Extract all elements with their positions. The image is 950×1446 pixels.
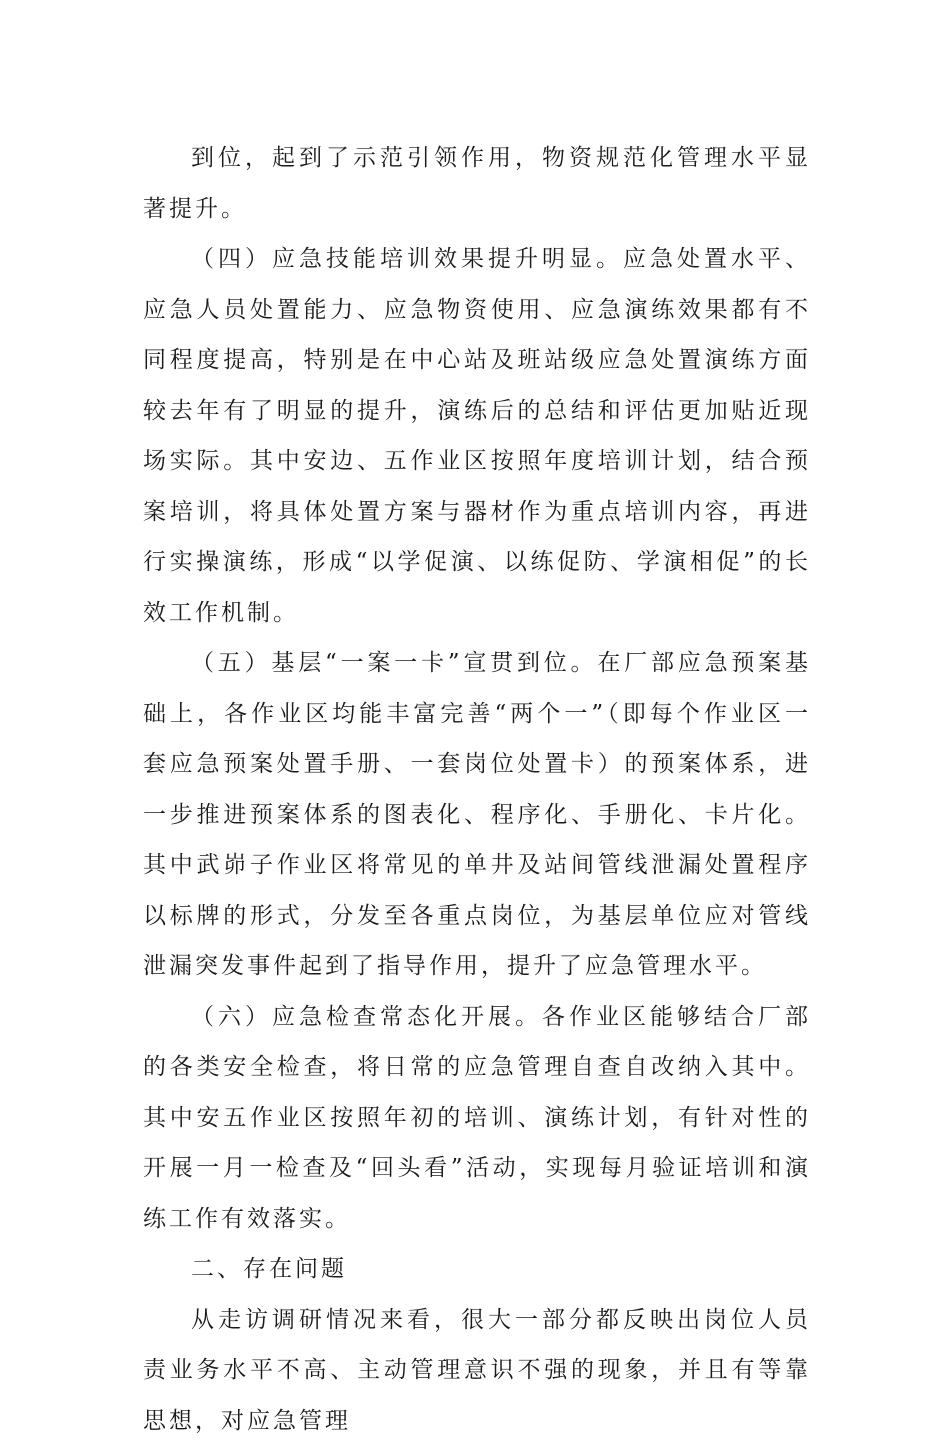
document-body [143,133,811,1446]
section-heading-problems: 二、存在问题 [143,1244,811,1295]
paragraph-problems-intro: 从走访调研情况来看，很大一部分都反映出岗位人员责业务水平不高、主动管理意识不强的现象，并且有等靠思想，对应急管理 [143,1295,811,1446]
paragraph-section-6: （六）应急检查常态化开展。各作业区能够结合厂部的各类安全检查，将日常的应急管理自查自改纳入其中。其中安五作业区按照年初的培训、演练计划，有针对性的开展一月一检查及“回头看”活动，实现每月验证培训和演练工作有效落实。 [143,992,811,1245]
paragraph-section-5: （五）基层“一案一卡”宣贯到位。在厂部应急预案基础上，各作业区均能丰富完善“两个一”（即每个作业区一套应急预案处置手册、一套岗位处置卡）的预案体系，进一步推进预案体系的图表化、程序化、手册化、卡片化。其中武峁子作业区将常见的单井及站间管线泄漏处置程序以标牌的形式，分发至各重点岗位，为基层单位应对管线泄漏突发事件起到了指导作用，提升了应急管理水平。 [143,638,811,992]
paragraph-continuation: 到位，起到了示范引领作用，物资规范化管理水平显著提升。 [143,133,811,234]
paragraph-section-4: （四）应急技能培训效果提升明显。应急处置水平、应急人员处置能力、应急物资使用、应急演练效果都有不同程度提高，特别是在中心站及班站级应急处置演练方面较去年有了明显的提升，演练后的总结和评估更加贴近现场实际。其中安边、五作业区按照年度培训计划，结合预案培训，将具体处置方案与器材作为重点培训内容，再进行实操演练，形成“以学促演、以练促防、学演相促”的长效工作机制。 [143,234,811,638]
